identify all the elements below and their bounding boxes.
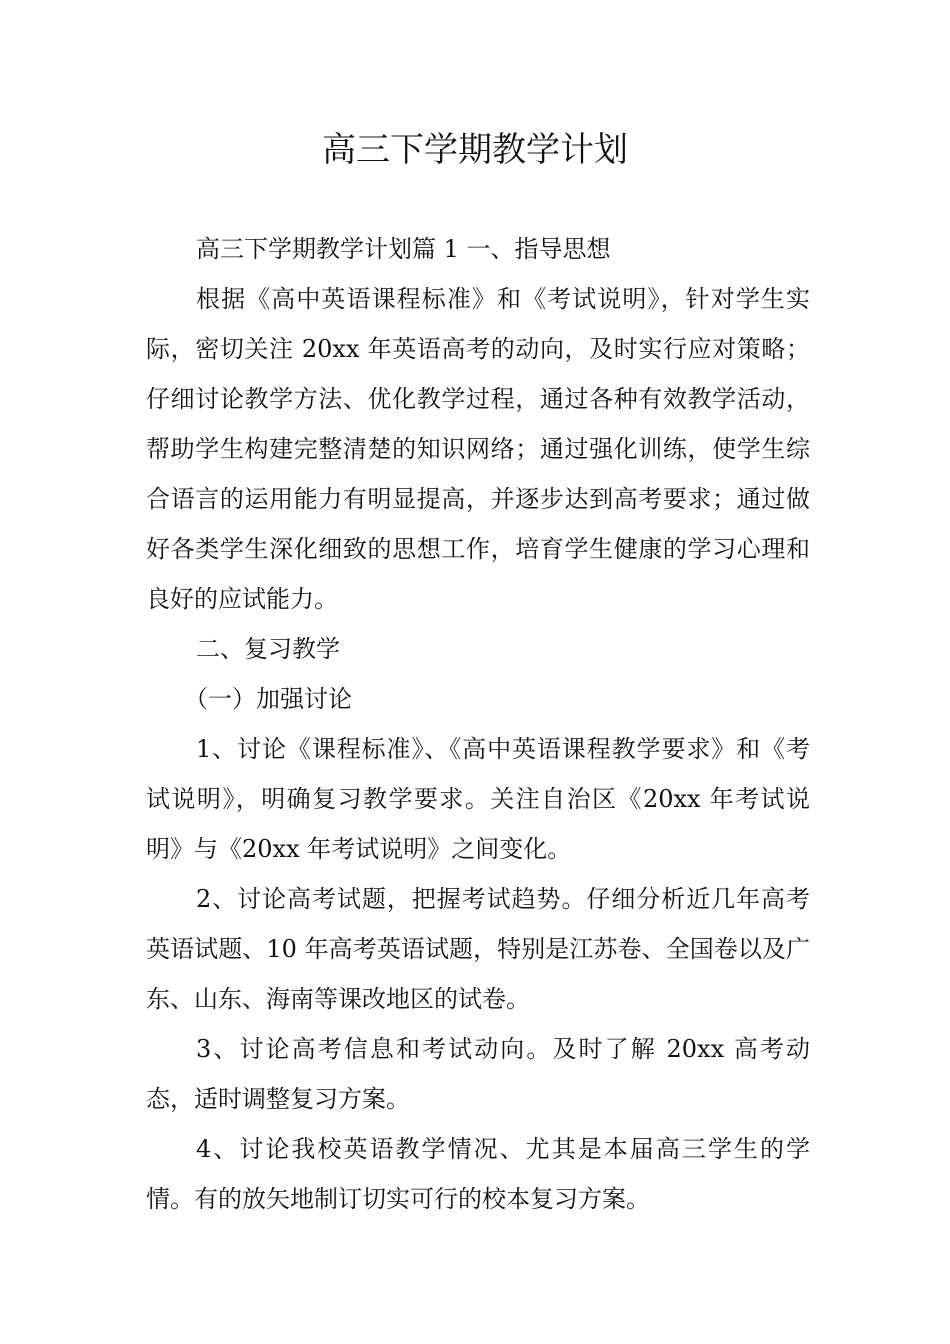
section-heading-guiding-ideology: 高三下学期教学计划篇 1 一、指导思想 bbox=[196, 235, 611, 263]
paragraph-guiding-ideology: 根据《高中英语课程标准》和《考试说明》，针对学生实际，密切关注 20xx 年英语高考的动向，及时实行应对策略；仔细讨论教学方法、优化教学过程，通过各种有效教学活动，帮助学生构建完整清楚的知识网络；通过强化训练，使学生综合语言的运用能力有明显提高，并逐步达到高考要求；通过做好各类学生深化细致的思想工作，培育学生健康的学习心理和良好的应试能力。 bbox=[146, 285, 810, 613]
document-title: 高三下学期教学计划 bbox=[322, 130, 628, 170]
document-body bbox=[146, 224, 810, 1224]
list-item-4: 4、讨论我校英语教学情况、尤其是本届高三学生的学情。有的放矢地制订切实可行的校本复习方案。 bbox=[146, 1135, 810, 1213]
list-item-3: 3、讨论高考信息和考试动向。及时了解 20xx 高考动态，适时调整复习方案。 bbox=[146, 1035, 810, 1113]
list-item-2: 2、讨论高考试题，把握考试趋势。仔细分析近几年高考英语试题、10 年高考英语试题，特别是江苏卷、全国卷以及广东、山东、海南等课改地区的试卷。 bbox=[146, 885, 810, 1013]
list-item-1: 1、讨论《课程标准》、《高中英语课程教学要求》和《考试说明》，明确复习教学要求。关注自治区《20xx 年考试说明》与《20xx 年考试说明》之间变化。 bbox=[146, 735, 810, 863]
section-heading-review-teaching: 二、复习教学 bbox=[196, 635, 340, 663]
subsection-heading-strengthen-discussion: （一）加强讨论 bbox=[184, 685, 352, 713]
